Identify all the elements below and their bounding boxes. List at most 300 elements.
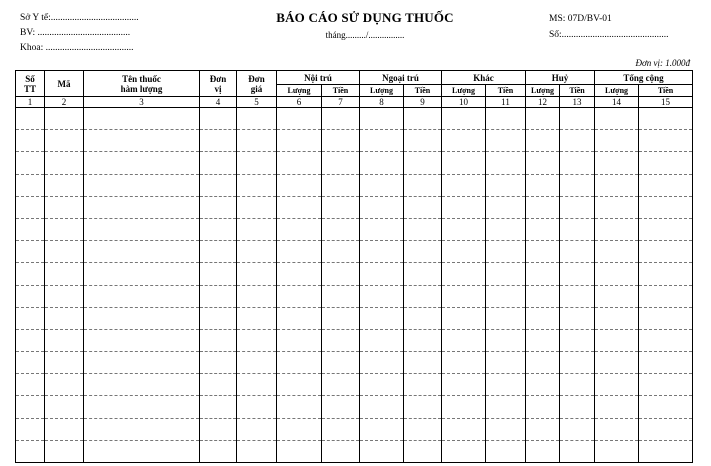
col-number: 14: [595, 97, 639, 108]
table-cell[interactable]: [84, 374, 200, 396]
table-cell[interactable]: [595, 174, 639, 196]
table-cell[interactable]: [16, 241, 45, 263]
col-dongia-line1: Đơn: [248, 73, 265, 84]
table-cell[interactable]: [486, 307, 526, 329]
unit-note: Đơn vị: 1.000đ: [635, 58, 690, 68]
table-cell[interactable]: [277, 396, 322, 418]
table-cell[interactable]: [200, 263, 237, 285]
table-cell[interactable]: [486, 440, 526, 462]
table-cell[interactable]: [360, 374, 404, 396]
table-cell[interactable]: [639, 241, 693, 263]
table-cell[interactable]: [526, 196, 560, 218]
table-cell[interactable]: [277, 352, 322, 374]
table-cell[interactable]: [595, 263, 639, 285]
col-stt-header: [16, 71, 45, 97]
table-cell[interactable]: [277, 152, 322, 174]
table-cell[interactable]: [322, 196, 360, 218]
table-cell[interactable]: [200, 196, 237, 218]
table-cell[interactable]: [322, 218, 360, 240]
table-cell[interactable]: [200, 396, 237, 418]
table-cell[interactable]: [322, 418, 360, 440]
table-cell[interactable]: [526, 263, 560, 285]
table-cell[interactable]: [486, 130, 526, 152]
table-cell[interactable]: [45, 440, 84, 462]
table-cell[interactable]: [486, 196, 526, 218]
table-cell[interactable]: [237, 263, 277, 285]
sub-luong: Lượng: [526, 85, 560, 97]
table-cell[interactable]: [526, 329, 560, 351]
table-row: [16, 307, 693, 329]
table-cell[interactable]: [200, 285, 237, 307]
table-cell[interactable]: [16, 174, 45, 196]
table-row: [16, 196, 693, 218]
sub-tien: Tiền: [560, 85, 595, 97]
table-cell[interactable]: [560, 440, 595, 462]
table-cell[interactable]: [45, 196, 84, 218]
table-cell[interactable]: [360, 285, 404, 307]
table-cell[interactable]: [404, 352, 442, 374]
table-cell[interactable]: [322, 307, 360, 329]
table-cell[interactable]: [404, 218, 442, 240]
table-cell[interactable]: [560, 218, 595, 240]
col-number: 3: [84, 97, 200, 108]
table-cell[interactable]: [45, 218, 84, 240]
table-cell[interactable]: [237, 396, 277, 418]
table-cell[interactable]: [84, 329, 200, 351]
table-cell[interactable]: [322, 263, 360, 285]
table-cell[interactable]: [639, 329, 693, 351]
table-cell[interactable]: [404, 307, 442, 329]
col-donvi-header: [200, 71, 237, 97]
col-number: 4: [200, 97, 237, 108]
sub-luong: Lượng: [442, 85, 486, 97]
table-cell[interactable]: [45, 418, 84, 440]
table-cell[interactable]: [442, 241, 486, 263]
table-cell[interactable]: [16, 396, 45, 418]
table-cell[interactable]: [84, 174, 200, 196]
table-cell[interactable]: [595, 218, 639, 240]
table-cell[interactable]: [442, 440, 486, 462]
table-cell[interactable]: [639, 218, 693, 240]
table-cell[interactable]: [360, 152, 404, 174]
table-cell[interactable]: [404, 396, 442, 418]
col-number: 2: [45, 97, 84, 108]
col-number: 5: [237, 97, 277, 108]
table-cell[interactable]: [360, 440, 404, 462]
table-cell[interactable]: [237, 130, 277, 152]
table-cell[interactable]: [360, 241, 404, 263]
table-cell[interactable]: [486, 263, 526, 285]
table-cell[interactable]: [360, 174, 404, 196]
table-cell[interactable]: [84, 130, 200, 152]
col-donvi-line2: vị: [214, 83, 222, 94]
table-cell[interactable]: [442, 352, 486, 374]
table-cell[interactable]: [200, 174, 237, 196]
table-cell[interactable]: [639, 152, 693, 174]
col-ten-line1: Tên thuốc: [122, 73, 161, 84]
report-title: BÁO CÁO SỬ DỤNG THUỐC: [276, 10, 454, 25]
table-cell[interactable]: [442, 130, 486, 152]
table-cell[interactable]: [322, 108, 360, 130]
table-cell[interactable]: [237, 241, 277, 263]
table-cell[interactable]: [526, 418, 560, 440]
table-cell[interactable]: [639, 396, 693, 418]
header-right: [549, 11, 669, 43]
table-cell[interactable]: [322, 130, 360, 152]
table-cell[interactable]: [595, 285, 639, 307]
table-cell[interactable]: [200, 108, 237, 130]
sub-tien: Tiền: [404, 85, 442, 97]
table-cell[interactable]: [16, 152, 45, 174]
table-row: [16, 440, 693, 462]
table-cell[interactable]: [277, 440, 322, 462]
table-cell[interactable]: [45, 329, 84, 351]
table-cell[interactable]: [322, 152, 360, 174]
table-cell[interactable]: [486, 218, 526, 240]
table-cell[interactable]: [16, 263, 45, 285]
table-cell[interactable]: [16, 440, 45, 462]
table-cell[interactable]: [45, 130, 84, 152]
table-cell[interactable]: [237, 307, 277, 329]
table-cell[interactable]: [360, 218, 404, 240]
group-tong-cong: Tổng cộng: [595, 71, 693, 85]
table-cell[interactable]: [200, 352, 237, 374]
table-row: [16, 396, 693, 418]
col-dongia-header: [237, 71, 277, 97]
table-cell[interactable]: [16, 374, 45, 396]
table-cell[interactable]: [442, 174, 486, 196]
table-row: [16, 285, 693, 307]
table-cell[interactable]: [639, 108, 693, 130]
table-cell[interactable]: [277, 218, 322, 240]
col-number: 6: [277, 97, 322, 108]
table-cell[interactable]: [442, 108, 486, 130]
table-cell[interactable]: [595, 307, 639, 329]
table-cell[interactable]: [322, 374, 360, 396]
table-cell[interactable]: [560, 307, 595, 329]
table-cell[interactable]: [560, 418, 595, 440]
table-cell[interactable]: [526, 440, 560, 462]
table-cell[interactable]: [486, 418, 526, 440]
table-cell[interactable]: [442, 374, 486, 396]
table-cell[interactable]: [595, 152, 639, 174]
table-cell[interactable]: [200, 440, 237, 462]
table-cell[interactable]: [560, 174, 595, 196]
table-cell[interactable]: [526, 241, 560, 263]
table-cell[interactable]: [560, 374, 595, 396]
table-cell[interactable]: [404, 285, 442, 307]
table-cell[interactable]: [277, 108, 322, 130]
table-cell[interactable]: [404, 108, 442, 130]
header-left: [20, 11, 139, 56]
table-cell[interactable]: [360, 329, 404, 351]
table-cell[interactable]: [595, 374, 639, 396]
table-cell[interactable]: [595, 396, 639, 418]
table-cell[interactable]: [16, 352, 45, 374]
table-cell[interactable]: [595, 130, 639, 152]
table-cell[interactable]: [639, 130, 693, 152]
sub-tien: Tiền: [486, 85, 526, 97]
table-cell[interactable]: [442, 263, 486, 285]
table-row: [16, 241, 693, 263]
table-cell[interactable]: [322, 329, 360, 351]
table-cell[interactable]: [442, 152, 486, 174]
table-cell[interactable]: [277, 418, 322, 440]
sub-tien: Tiền: [639, 85, 693, 97]
table-cell[interactable]: [639, 352, 693, 374]
table-cell[interactable]: [45, 285, 84, 307]
sub-luong: Lượng: [277, 85, 322, 97]
table-cell[interactable]: [277, 307, 322, 329]
drug-usage-table: [15, 70, 693, 463]
table-cell[interactable]: [639, 263, 693, 285]
table-cell[interactable]: [45, 174, 84, 196]
table-cell[interactable]: [45, 307, 84, 329]
table-cell[interactable]: [237, 218, 277, 240]
table-cell[interactable]: [526, 152, 560, 174]
table-cell[interactable]: [442, 218, 486, 240]
table-cell[interactable]: [237, 174, 277, 196]
table-cell[interactable]: [442, 396, 486, 418]
table-cell[interactable]: [560, 285, 595, 307]
table-cell[interactable]: [486, 396, 526, 418]
table-body: [16, 108, 693, 463]
table-cell[interactable]: [84, 352, 200, 374]
table-cell[interactable]: [639, 374, 693, 396]
table-cell[interactable]: [639, 174, 693, 196]
table-cell[interactable]: [560, 329, 595, 351]
col-number: 13: [560, 97, 595, 108]
table-cell[interactable]: [404, 329, 442, 351]
bv-label: BV: .......................................: [20, 28, 131, 38]
table-cell[interactable]: [45, 108, 84, 130]
table-row: [16, 152, 693, 174]
table-cell[interactable]: [442, 329, 486, 351]
table-cell[interactable]: [360, 352, 404, 374]
table-cell[interactable]: [595, 440, 639, 462]
table-cell[interactable]: [84, 418, 200, 440]
table-cell[interactable]: [200, 241, 237, 263]
table-cell[interactable]: [322, 241, 360, 263]
column-number-row: [16, 97, 693, 108]
table-cell[interactable]: [639, 440, 693, 462]
table-cell[interactable]: [560, 396, 595, 418]
table-cell[interactable]: [639, 418, 693, 440]
col-number: 9: [404, 97, 442, 108]
table-cell[interactable]: [200, 307, 237, 329]
table-cell[interactable]: [45, 374, 84, 396]
table-cell[interactable]: [526, 307, 560, 329]
so-yte-label: Sở Y tế:.....................................: [20, 13, 139, 23]
table-cell[interactable]: [16, 307, 45, 329]
table-cell[interactable]: [360, 196, 404, 218]
table-cell[interactable]: [595, 108, 639, 130]
table-cell[interactable]: [526, 218, 560, 240]
table-cell[interactable]: [84, 440, 200, 462]
table-cell[interactable]: [16, 130, 45, 152]
table-cell[interactable]: [360, 263, 404, 285]
col-number: 1: [16, 97, 45, 108]
table-cell[interactable]: [84, 108, 200, 130]
group-khac: Khác: [442, 71, 526, 85]
table-cell[interactable]: [442, 285, 486, 307]
table-cell[interactable]: [360, 130, 404, 152]
month-line: tháng........./................: [325, 30, 405, 40]
table-cell[interactable]: [16, 218, 45, 240]
table-cell[interactable]: [84, 307, 200, 329]
table-cell[interactable]: [560, 108, 595, 130]
table-cell[interactable]: [404, 152, 442, 174]
sub-luong: Lượng: [595, 85, 639, 97]
table-cell[interactable]: [45, 396, 84, 418]
table-cell[interactable]: [84, 285, 200, 307]
table-cell[interactable]: [404, 418, 442, 440]
table-cell[interactable]: [237, 285, 277, 307]
table-cell[interactable]: [322, 352, 360, 374]
table-row: [16, 263, 693, 285]
table-cell[interactable]: [277, 329, 322, 351]
group-huy: Huỷ: [526, 71, 595, 85]
table-cell[interactable]: [322, 396, 360, 418]
table-cell[interactable]: [526, 352, 560, 374]
table-cell[interactable]: [45, 263, 84, 285]
table-cell[interactable]: [237, 329, 277, 351]
table-cell[interactable]: [200, 329, 237, 351]
col-number: 8: [360, 97, 404, 108]
table-cell[interactable]: [237, 352, 277, 374]
table-cell[interactable]: [526, 108, 560, 130]
khoa-label: Khoa: .....................................: [20, 43, 134, 53]
table-cell[interactable]: [526, 174, 560, 196]
table-cell[interactable]: [526, 285, 560, 307]
table-cell[interactable]: [16, 285, 45, 307]
group-noi-tru: Nội trú: [277, 71, 360, 85]
table-cell[interactable]: [45, 352, 84, 374]
col-dongia-line2: giá: [250, 83, 263, 94]
table-cell[interactable]: [16, 418, 45, 440]
col-number: 15: [639, 97, 693, 108]
table-cell[interactable]: [360, 108, 404, 130]
table-cell[interactable]: [404, 174, 442, 196]
table-cell[interactable]: [45, 152, 84, 174]
table-cell[interactable]: [526, 396, 560, 418]
table-row: [16, 108, 693, 130]
table-cell[interactable]: [595, 196, 639, 218]
table-cell[interactable]: [200, 418, 237, 440]
table-cell[interactable]: [84, 396, 200, 418]
table-cell[interactable]: [277, 241, 322, 263]
table-cell[interactable]: [16, 108, 45, 130]
table-cell[interactable]: [84, 218, 200, 240]
table-cell[interactable]: [526, 374, 560, 396]
sub-luong: Lượng: [360, 85, 404, 97]
table-cell[interactable]: [360, 307, 404, 329]
table-cell[interactable]: [277, 285, 322, 307]
table-cell[interactable]: [404, 440, 442, 462]
table-cell[interactable]: [639, 285, 693, 307]
table-cell[interactable]: [237, 418, 277, 440]
table-cell[interactable]: [486, 241, 526, 263]
table-cell[interactable]: [442, 196, 486, 218]
table-cell[interactable]: [404, 130, 442, 152]
col-ten-header: [84, 71, 200, 97]
table-cell[interactable]: [595, 352, 639, 374]
table-cell[interactable]: [560, 352, 595, 374]
table-cell[interactable]: [595, 241, 639, 263]
table-cell[interactable]: [322, 440, 360, 462]
table-cell[interactable]: [486, 374, 526, 396]
table-cell[interactable]: [322, 174, 360, 196]
table-cell[interactable]: [200, 130, 237, 152]
table-cell[interactable]: [442, 307, 486, 329]
table-cell[interactable]: [595, 418, 639, 440]
table-cell[interactable]: [277, 130, 322, 152]
table-cell[interactable]: [404, 196, 442, 218]
table-cell[interactable]: [84, 196, 200, 218]
table-cell[interactable]: [404, 374, 442, 396]
table-cell[interactable]: [277, 174, 322, 196]
col-ten-line2: hàm lượng: [120, 83, 163, 94]
table-cell[interactable]: [526, 130, 560, 152]
table-row: [16, 130, 693, 152]
table-row: [16, 374, 693, 396]
table-cell[interactable]: [404, 263, 442, 285]
table-cell[interactable]: [486, 352, 526, 374]
table-cell[interactable]: [486, 174, 526, 196]
table-cell[interactable]: [237, 152, 277, 174]
table-cell[interactable]: [639, 196, 693, 218]
table-cell[interactable]: [486, 108, 526, 130]
table-cell[interactable]: [16, 329, 45, 351]
table-cell[interactable]: [404, 241, 442, 263]
table-cell[interactable]: [560, 196, 595, 218]
table-cell[interactable]: [200, 374, 237, 396]
table-cell[interactable]: [560, 152, 595, 174]
sub-tien: Tiền: [322, 85, 360, 97]
table-cell[interactable]: [560, 241, 595, 263]
table-cell[interactable]: [84, 152, 200, 174]
table-cell[interactable]: [360, 418, 404, 440]
table-cell[interactable]: [45, 241, 84, 263]
table-row: [16, 218, 693, 240]
col-stt-line2: TT: [23, 83, 36, 94]
table-cell[interactable]: [237, 108, 277, 130]
group-ngoai-tru: Ngoại trú: [360, 71, 442, 85]
table-cell[interactable]: [360, 396, 404, 418]
table-cell[interactable]: [560, 130, 595, 152]
table-cell[interactable]: [277, 263, 322, 285]
table-cell[interactable]: [16, 196, 45, 218]
table-cell[interactable]: [277, 196, 322, 218]
table-cell[interactable]: [595, 329, 639, 351]
title-block: [200, 10, 530, 40]
table-cell[interactable]: [277, 374, 322, 396]
table-cell[interactable]: [639, 307, 693, 329]
table-cell[interactable]: [322, 285, 360, 307]
table-cell[interactable]: [84, 263, 200, 285]
table-cell[interactable]: [486, 152, 526, 174]
table-cell[interactable]: [486, 329, 526, 351]
table-cell[interactable]: [560, 263, 595, 285]
table-cell[interactable]: [237, 440, 277, 462]
table-cell[interactable]: [486, 285, 526, 307]
table-cell[interactable]: [200, 152, 237, 174]
table-cell[interactable]: [84, 241, 200, 263]
table-cell[interactable]: [237, 374, 277, 396]
table-cell[interactable]: [200, 218, 237, 240]
table-cell[interactable]: [237, 196, 277, 218]
table-cell[interactable]: [442, 418, 486, 440]
